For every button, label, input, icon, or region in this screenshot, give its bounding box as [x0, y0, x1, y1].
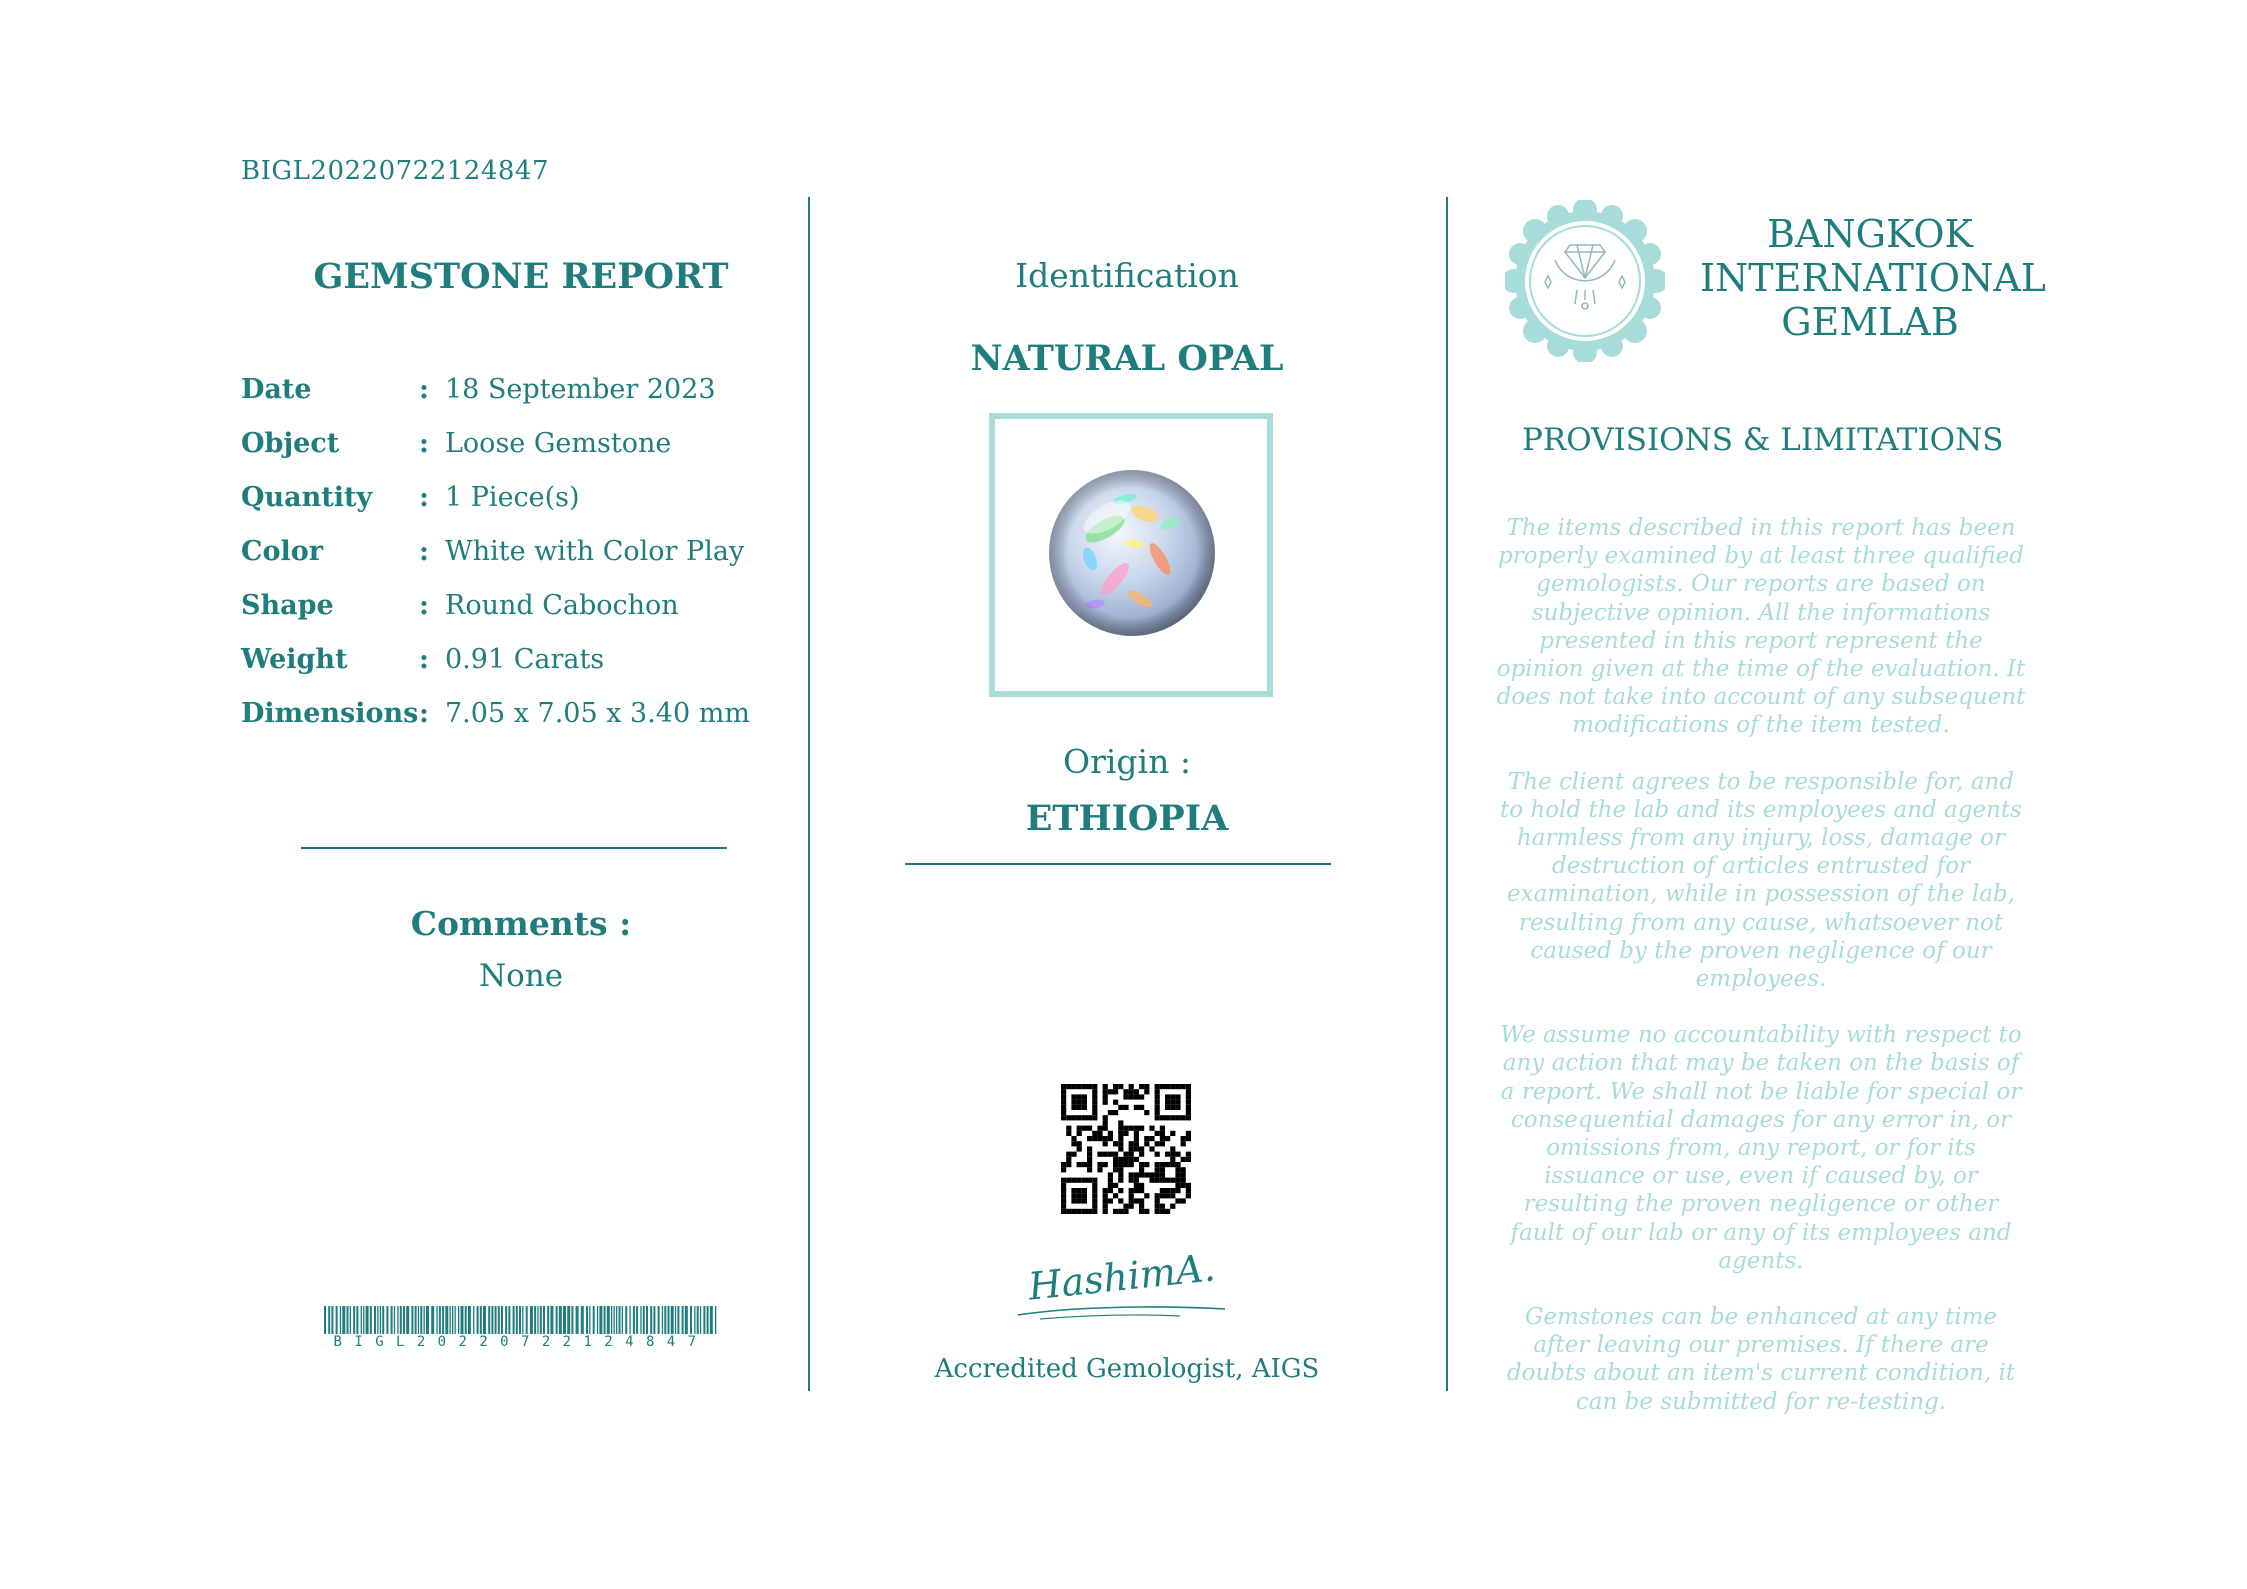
field-row-date — [241, 364, 761, 414]
field-colon: : — [419, 589, 429, 621]
identification-label: Identification — [1015, 256, 1239, 295]
gemologist-caption: Accredited Gemologist, AIGS — [934, 1354, 1320, 1384]
field-colon: : — [419, 643, 429, 675]
report-title: GEMSTONE REPORT — [313, 256, 729, 297]
provisions-text — [1496, 514, 2026, 1444]
field-row-object — [241, 418, 761, 468]
opal-image — [995, 419, 1267, 691]
origin-label: Origin : — [1063, 742, 1191, 781]
column-divider-left — [808, 197, 810, 1391]
field-label: Shape — [241, 589, 334, 621]
barcode — [324, 1306, 718, 1334]
signature — [1010, 1245, 1230, 1325]
origin-divider — [905, 863, 1331, 865]
barcode-text: BIGL20220722124847 — [333, 1334, 709, 1350]
provision-paragraph: The client agrees to be responsible for, and to hold the lab and its employees and agents harmless from any injury, loss, damage or destruction of articles entrusted for examination, while in possession of the lab, resulting from any cause, whatsoever not caused by the proven negligence of our employees. — [1500, 768, 2022, 993]
field-colon: : — [419, 373, 429, 405]
field-label: Quantity — [241, 481, 373, 513]
field-value: Loose Gemstone — [445, 427, 672, 459]
origin-value: ETHIOPIA — [1025, 798, 1229, 839]
field-label: Date — [241, 373, 312, 405]
qr-code — [1061, 1084, 1191, 1214]
provision-paragraph: We assume no accountability with respect to any action that may be taken on the basis of a report. We shall not be liable for special or consequential damages for any error in, or omissions from, any report, or for its issuance or use, even if caused by, or resulting the proven negligence or other fault of our lab or any of its employees and agents. — [1500, 1022, 2022, 1274]
field-colon: : — [419, 427, 429, 459]
field-value: 7.05 x 7.05 x 3.40 mm — [445, 697, 750, 729]
comments-value: None — [478, 958, 564, 994]
field-colon: : — [419, 697, 429, 729]
field-value: 1 Piece(s) — [445, 481, 580, 513]
lab-name-line: BANGKOK — [1767, 212, 1973, 256]
lab-name — [1700, 212, 2047, 344]
field-colon: : — [419, 535, 429, 567]
provision-paragraph: Gemstones can be enhanced at any time after leaving our premises. If there are doubts about an item's current condition, it can be submitted for re-testing. — [1506, 1304, 2016, 1415]
field-row-shape — [241, 580, 761, 630]
gemlab-seal-logo — [1505, 200, 1665, 362]
signature-text: HashimA. — [1026, 1245, 1218, 1309]
field-row-dimensions — [241, 688, 761, 738]
identification-value: NATURAL OPAL — [970, 338, 1284, 379]
field-label: Color — [241, 535, 323, 567]
gem-photo-frame — [989, 413, 1273, 697]
lab-name-line: GEMLAB — [1781, 300, 1959, 344]
field-label: Dimensions — [241, 697, 419, 729]
field-row-color — [241, 526, 761, 576]
comments-divider — [301, 847, 727, 849]
field-value: Round Cabochon — [445, 589, 679, 621]
field-label: Object — [241, 427, 340, 459]
field-colon: : — [419, 481, 429, 513]
lab-name-line: INTERNATIONAL — [1700, 256, 2047, 300]
field-row-weight — [241, 634, 761, 684]
column-divider-right — [1446, 197, 1448, 1391]
field-row-quantity — [241, 472, 761, 522]
report-id: BIGL20220722124847 — [241, 156, 549, 186]
provisions-title: PROVISIONS & LIMITATIONS — [1522, 422, 2004, 458]
field-label: Weight — [241, 643, 348, 675]
field-value: White with Color Play — [445, 535, 745, 567]
field-value: 18 September 2023 — [445, 373, 716, 405]
field-value: 0.91 Carats — [445, 643, 605, 675]
provision-paragraph: The items described in this report has been properly examined by at least three qualified gemologists. Our reports are based on subjective opinion. All the informations presented in this report represent the opinion given at the time of the evaluation. It does not take into account of any subsequent modifications of the item tested. — [1496, 515, 2026, 739]
comments-label: Comments : — [410, 904, 632, 943]
